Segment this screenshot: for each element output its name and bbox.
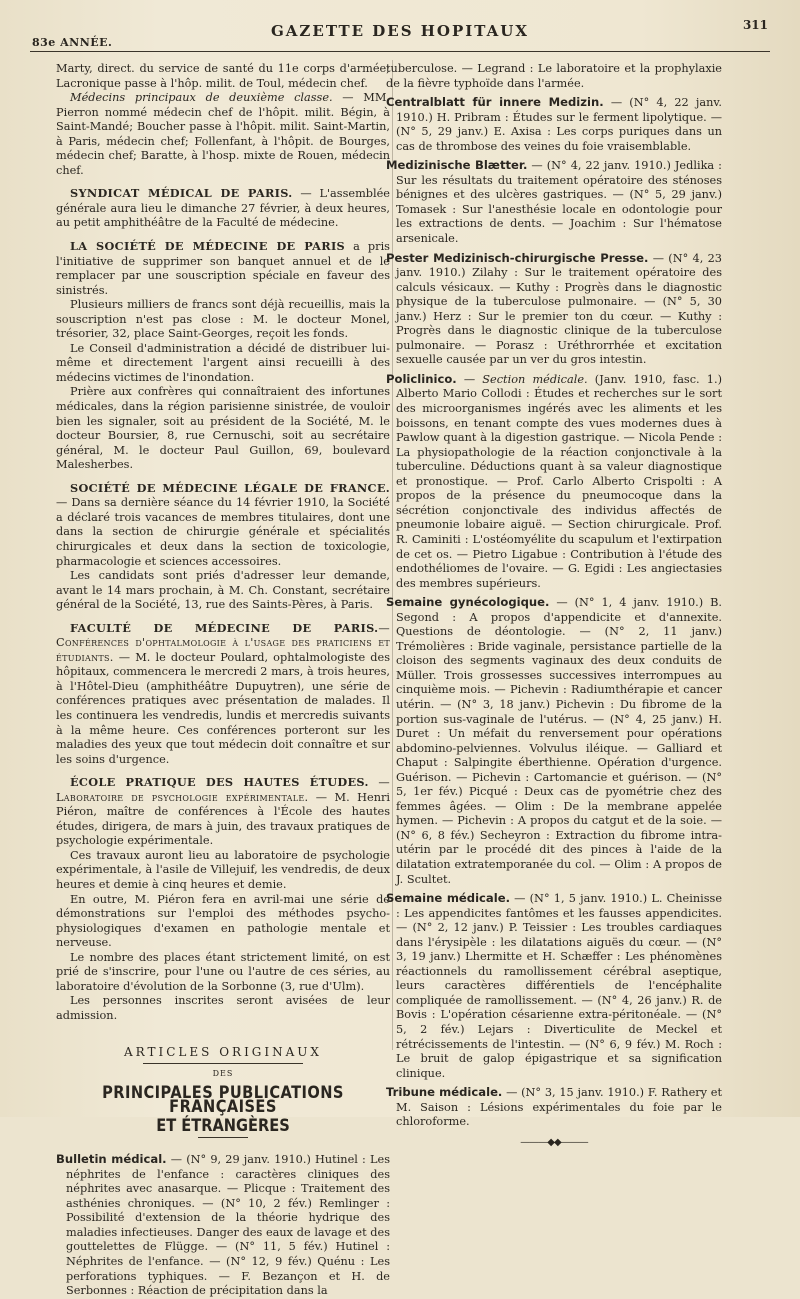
paragraph: En outre, M. Piéron fera en avril-mai une série de démonstrations sur l'emploi des méthodes psycho-physiologiques d'examen en pathologie mentale et nerveuse.	[56, 892, 390, 950]
journal-entry: Pester Medizinisch-chirurgische Presse. — (N° 4, 23 janv. 1910.) Zilahy : Sur le traitement opératoire des calculs vésicaux. — Kuthy : Progrès dans le diagnostic physique de la tuberculose pulmonaire. — (N° 5, 30 janv.) Herz : Sur le premier ton du cœur. — Kuthy : Progrès dans le diagnostic clinique de la tuberculose pulmonaire. — Porasz : Uréthrorrhée et excitation sexuelle causée par un ver du gros intestin.	[386, 250, 722, 367]
paragraph: Les personnes inscrites seront avisées de leur admission.	[56, 994, 390, 1022]
notice-societe: LA SOCIÉTÉ DE MÉDECINE DE PARIS a pris l'initiative de supprimer son banquet annuel et de le remplacer par une souscription spéciale en faveur des sinistrés.	[56, 239, 390, 297]
notice-syndicat: SYNDICAT MÉDICAL DE PARIS. — L'assemblée générale aura lieu le dimanche 27 février, à deux heures, au petit amphithéâtre de la Faculté de médecine.	[56, 186, 390, 230]
notice-subheading: — Laboratoire de psychologie expérimentale.	[56, 776, 390, 804]
right-column	[386, 62, 722, 1150]
journal-name: Tribune médicale.	[386, 1085, 503, 1100]
rank-heading: Médecins principaux de deuxième classe.	[70, 91, 333, 105]
section-main-title: PRINCIPALES PUBLICATIONS FRANÇAISES	[102, 1082, 344, 1118]
journal-name: Semaine médicale.	[386, 891, 510, 906]
journal-entry-bulletin: Bulletin médical. — (N° 9, 29 janv. 1910.) Hutinel : Les néphrites de l'enfance : caractères cliniques des néphrites avec anasarque. — Plicque : Traitement des asthénies chroniques. — (N° 10, 2 fév.) Remlinger : Possibilité d'extension de la théorie hydrique des maladies infectieuses. Danger des eaux de lavage et des gouttelettes de Flügge. — (N° 11, 5 fév.) Hutinel : Néphrites de l'enfance. — (N° 12, 9 fév.) Quénu : Les perforations typhiques. — F. Bezançon et H. de Serbonnes : Réaction de précipitation dans la	[56, 1152, 391, 1298]
journal-title: GAZETTE DES HOPITAUX	[270, 22, 529, 40]
title-rule	[198, 1137, 248, 1138]
notice-subheading: —Conférences d'ophtalmologie à l'usage des praticiens et étudiants.	[56, 621, 390, 664]
paragraph: Médecins principaux de deuxième classe. — MM. Pierron nommé médecin chef de l'hôpit. milit. Bégin, à Saint-Mandé; Boucher passe à l'hôpit. milit. Saint-Martin, à Paris, médecin chef; Follenfant, à l'hôpit. de Bourges, médecin chef; Baratte, à l'hosp. mixte de Rouen, médecin chef.	[56, 91, 390, 177]
journal-entry: Tribune médicale. — (N° 3, 15 janv. 1910.) F. Rathery et M. Saison : Lésions expérimentales du foie par le chloroforme.	[386, 1085, 723, 1129]
paragraph: tuberculose. — Legrand : Le laboratoire et la prophylaxie de la fièvre typhoïde dans l'armée.	[386, 62, 722, 90]
paragraph: Marty, direct. du service de santé du 11e corps d'armée; Lacronique passe à l'hôp. milit. de Toul, médecin chef.	[56, 62, 390, 90]
journal-name: Semaine gynécologique.	[386, 595, 550, 610]
journal-name: Centralblatt für innere Medizin.	[386, 95, 604, 110]
section-sub-title: ET ÉTRANGÈRES	[156, 1115, 290, 1136]
left-column	[56, 62, 390, 1299]
page-header	[30, 16, 770, 52]
paragraph: Ces travaux auront lieu au laboratoire de psychologie expérimentale, à l'asile de Villejuif, les vendredis, de deux heures et demie à cinq heures et demie.	[56, 848, 390, 891]
end-ornament: ———◆◆———	[520, 1136, 588, 1148]
notice-heading: FACULTÉ DE MÉDECINE DE PARIS.	[70, 620, 379, 635]
issue-label: 83e ANNÉE.	[32, 36, 113, 49]
paragraph: Le Conseil d'administration a décidé de distribuer lui-même et directement l'argent ainsi recueilli à des médecins victimes de l'inondation.	[56, 341, 390, 384]
journal-name: Pester Medizinisch-chirurgische Presse.	[386, 250, 649, 265]
journal-entry: Medizinische Blætter. — (N° 4, 22 janv. 1910.) Jedlika : Sur les résultats du traitement opératoire des sténoses bénignes et des ulcères gastriques. — (N° 5, 29 janv.) Tomasek : Sur l'anesthésie locale en odontologie pour les extractions de dents. — Joachim : Sur l'hématose arsenicale.	[386, 158, 722, 246]
paragraph: Plusieurs milliers de francs sont déjà recueillis, mais la souscription n'est pas close : M. le docteur Monel, trésorier, 32, place Saint-Georges, reçoit les fonds.	[56, 298, 390, 341]
section-title: ARTICLES ORIGINAUX	[124, 1045, 322, 1060]
notice-medecine-legale: SOCIÉTÉ DE MÉDECINE LÉGALE DE FRANCE. — Dans sa dernière séance du 14 février 1910, la Société a déclaré trois vacances de membres titulaires, dont une dans la section de chirurgie générale et spécialités chirurgicales et deux dans la section de toxicologie, pharmacologie et sciences accessoires.	[56, 480, 390, 568]
section-title-des: DES	[212, 1069, 234, 1078]
page-number: 311	[742, 18, 768, 32]
notice-heading: SOCIÉTÉ DE MÉDECINE LÉGALE DE FRANCE.	[70, 480, 390, 495]
notice-heading: SYNDICAT MÉDICAL DE PARIS.	[70, 186, 293, 201]
notice-faculte: FACULTÉ DE MÉDECINE DE PARIS.—Conférences d'ophtalmologie à l'usage des praticiens et étudiants. — M. le docteur Poulard, ophtalmologiste des hôpitaux, commencera le mercredi 2 mars, à trois heures, à l'Hôtel-Dieu (amphithéâtre Dupuytren), une série de conférences pratiques avec présentation de malades. Il les continuera les vendredis, lundis et mercredis suivants à la même heure. Ces conférences porteront sur les maladies des yeux que tout médecin doit connaître et sur les soins d'urgence.	[56, 620, 390, 766]
notice-heading: LA SOCIÉTÉ DE MÉDECINE DE PARIS	[70, 239, 345, 254]
notice-ecole: ÉCOLE PRATIQUE DES HAUTES ÉTUDES. — Laboratoire de psychologie expérimentale. — M. Henri Piéron, maître de conférences à l'École des hautes études, dirigera, de mars à juin, des travaux pratiques de psychologie expérimentale.	[56, 775, 390, 848]
journal-entry: Semaine médicale. — (N° 1, 5 janv. 1910.) L. Cheinisse : Les appendicites fantômes et les fausses appendicites. — (N° 2, 12 janv.) P. Teissier : Les troubles cardiaques dans l'érysipèle : les dilatations aiguës du cœur. — (N° 3, 19 janv.) Lhermitte et H. Schæffer : Les phénomènes réactionnels du ramollissement cérébral aseptique, leurs caractères différentiels de l'encéphalite compliquée de ramollissement. — (N° 4, 26 janv.) R. de Bovis : L'opération césarienne extra-péritonéale. — (N° 5, 2 fév.) Lejars : Diverticulite de Meckel et rétrécissements de l'intestin. — (N° 6, 9 fév.) M. Roch : Le bruit de galop épigastrique et sa signification clinique.	[386, 891, 722, 1080]
paragraph: Prière aux confrères qui connaîtraient des infortunes médicales, dans la région parisienne sinistrée, de vouloir bien les signaler, soit au président de la Société, M. le docteur Boursier, 8, rue Cernuschi, soit au secrétaire général, M. le docteur Paul Guillon, 69, boulevard Malesherbes.	[56, 385, 390, 472]
notice-heading: ÉCOLE PRATIQUE DES HAUTES ÉTUDES.	[70, 775, 369, 790]
paragraph: Les candidats sont priés d'adresser leur demande, avant le 14 mars prochain, à M. Ch. Constant, secrétaire général de la Société, 13, rue des Saints-Pères, à Paris.	[56, 569, 390, 612]
journal-entry: Semaine gynécologique. — (N° 1, 4 janv. 1910.) B. Segond : A propos d'appendicite et d'annexite. Questions de déontologie. — (N° 2, 11 janv.) Trémolières : Bride vaginale, persistance partielle de la cloison des segments vaginaux des deux conduits de Müller. Trois grossesses successives interrompues au cinquième mois. — Pichevin : Radiumthérapie et cancer utérin. — (N° 3, 18 janv.) Pichevin : Du fibrome de la portion sus-vaginale de l'utérus. — (N° 4, 25 janv.) H. Duret : Un méfait du renversement pour opérations abdomino-pelviennes. Volvulus iléique. — Galliard et Chaput : Salpingite éberthienne. Opération d'urgence. Guérison. — Pichevin : Cartomancie et guérison. — (N° 5, 1er fév.) Picqué : Deux cas de pyométrie chez des femmes âgées. — Olim : De la membrane appelée hymen. — Pichevin : A propos du catgut et de la soie. — (N° 6, 8 fév.) Secheyron : Extraction du fibrome intra-utérin par le procédé dit des pinces à l'aide de la dilatation extratemporanée du col. — Olim : A propos de J. Scultet.	[386, 595, 722, 886]
journal-name: Medizinische Blætter.	[386, 158, 528, 173]
paragraph: Le nombre des places étant strictement limité, on est prié de s'inscrire, pour l'une ou l'autre de ces séries, au laboratoire d'évolution de la Sorbonne (3, rue d'Ulm).	[56, 950, 390, 993]
journal-entry: Centralblatt für innere Medizin. — (N° 4, 22 janv. 1910.) H. Pribram : Études sur le ferment lipolytique. — (N° 5, 29 janv.) E. Axisa : Les corps puriques dans un cas de thrombose des veines du foie vraisemblable.	[386, 95, 722, 153]
journal-entry: Policlinico. — Section médicale. (Janv. 1910, fasc. 1.) Alberto Mario Collodi : Études et recherches sur le sort des microorganismes ingérés avec les aliments et les boissons, en tenant compte des vues modernes dues à Pawlow quant à la digestion gastrique. — Nicola Pende : La physiopathologie de la réaction conjonctivale à la tuberculine. Déductions quant à sa valeur diagnostique et pronostique. — Prof. Carlo Alberto Crispolti : A propos de la présence du pneumocoque dans la sécrétion conjonctivale des individus affectés de pneumonie lobaire aiguë. — Section chirurgicale. Prof. R. Caminiti : L'ostéomyélite du scapulum et l'extirpation de cet os. — Pietro Ligabue : Contribution à l'étude des endothéliomes de l'ovaire. — G. Egidi : Les angiectasies des membres supérieurs.	[386, 371, 722, 590]
journal-name: Policlinico.	[386, 371, 457, 386]
title-rule	[143, 1063, 303, 1064]
section-label: — Section médicale.	[456, 372, 588, 386]
journal-name: Bulletin médical.	[56, 1152, 167, 1167]
section-title-block	[56, 1045, 390, 1138]
